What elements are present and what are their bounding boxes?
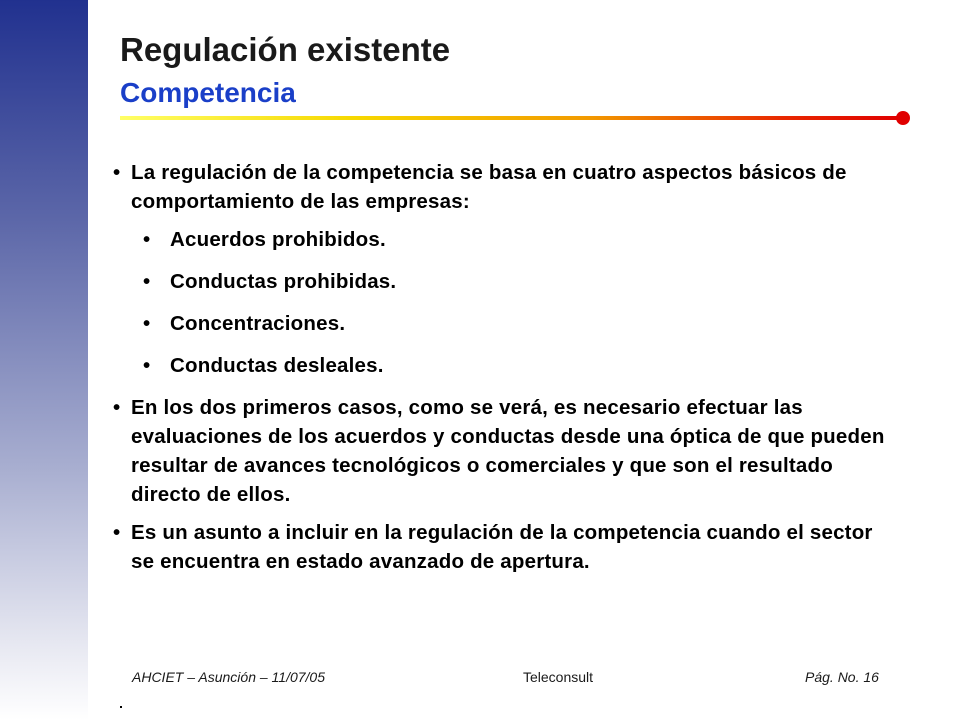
bullet-text: Conductas desleales. [170,354,384,377]
bullet-marker: • [143,354,151,377]
bullet-text: Concentraciones. [170,312,346,335]
bullet-item [113,393,893,509]
footer-company: Teleconsult [523,669,594,685]
footer-event-date: AHCIET – Asunción – 11/07/05 [132,669,325,685]
bullet-text: Es un asunto a incluir en la regulación de la competencia cuando el sector se encuentra en estado avanzado de apertura. [131,521,873,573]
bullet-item [113,518,893,576]
bullet-text: Conductas prohibidas. [170,270,397,293]
side-gradient-bar [0,0,88,720]
bullet-marker: • [143,312,151,335]
stray-dot [120,706,122,708]
bullet-marker: • [143,270,151,293]
bullet-marker: • [113,161,121,184]
bullet-text: Acuerdos prohibidos. [170,228,386,251]
footer-page-number: Pág. No. 16 [805,669,879,685]
sub-bullet-item [113,267,893,296]
sub-bullet-item [113,225,893,254]
sub-bullet-item [113,351,893,380]
bullet-marker: • [113,396,121,419]
title-underline [120,116,900,120]
underline-end-dot [896,111,910,125]
slide-subtitle: Competencia [120,77,296,108]
sub-bullet-item [113,309,893,338]
bullet-item [113,158,893,216]
bullet-marker: • [143,228,151,251]
bullet-text: La regulación de la competencia se basa en cuatro aspectos básicos de comportamiento de las empresas: [131,161,847,213]
bullet-list [113,158,893,585]
bullet-text: En los dos primeros casos, como se verá, es necesario efectuar las evaluaciones de los acuerdos y conductas desde una óptica de que pueden resultar de avances tecnológicos o comerciales y que son el resultado directo de ellos. [131,396,885,506]
slide-title: Regulación existente [120,31,451,68]
bullet-marker: • [113,521,121,544]
